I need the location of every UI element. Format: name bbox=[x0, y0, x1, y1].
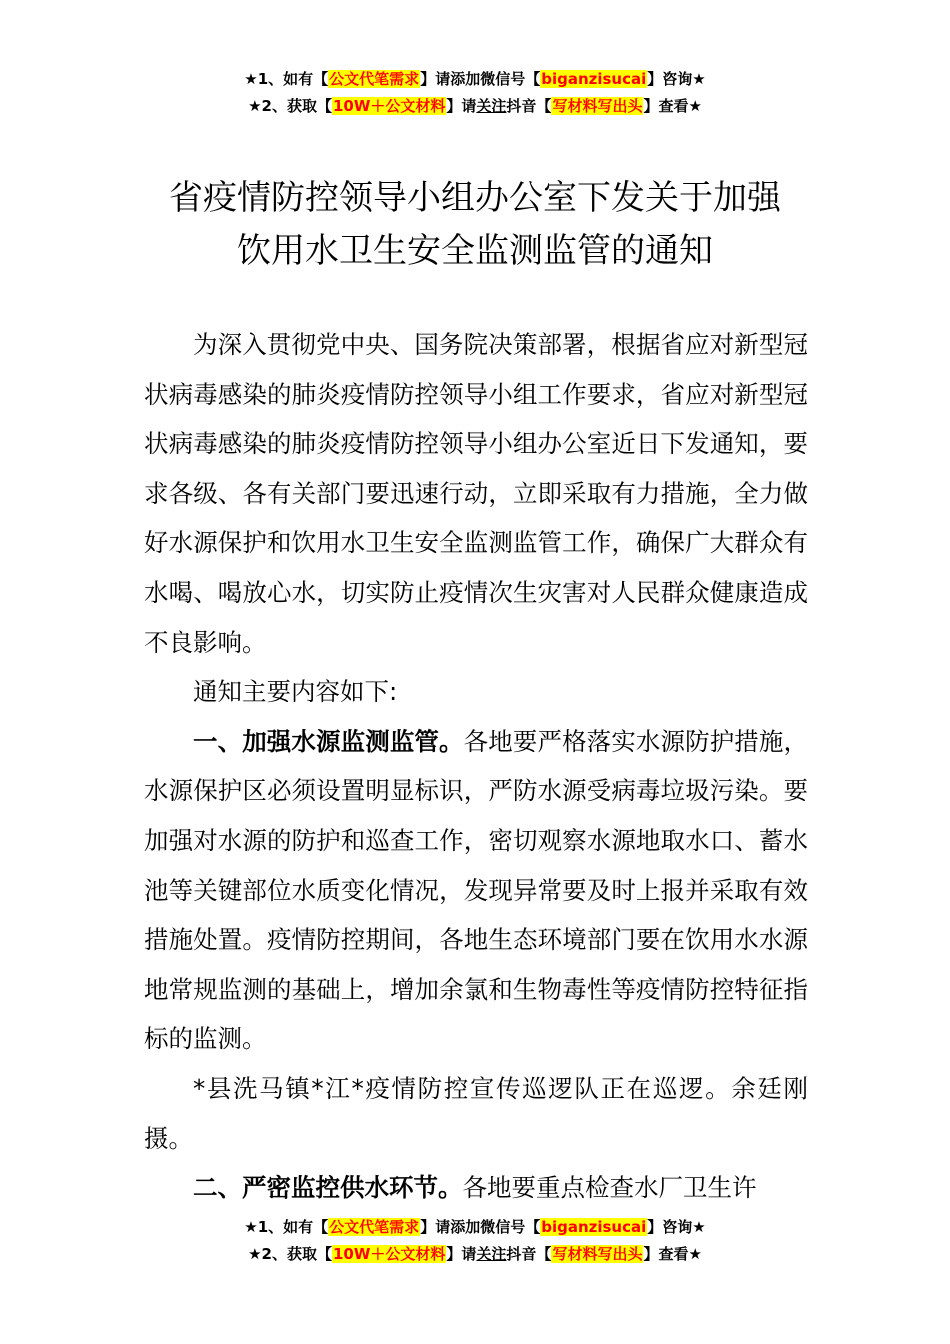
paragraph-section-2 bbox=[144, 1163, 808, 1213]
paragraph-section-1 bbox=[144, 717, 808, 1064]
section-1-heading: 一、加强水源监测监管。 bbox=[193, 726, 464, 756]
paragraph-photo-caption: *县洗马镇*江*疫情防控宣传巡逻队正在巡逻。余廷刚摄。 bbox=[144, 1073, 808, 1153]
highlight-materials: 10W＋公文材料 bbox=[332, 1245, 446, 1263]
banner-text: 】查看★ bbox=[643, 1245, 702, 1263]
highlight-wechat-id: biganzisucai bbox=[541, 70, 647, 88]
highlight-douyin-id: 写材料写出头 bbox=[552, 1245, 643, 1263]
banner-text: 】查看★ bbox=[643, 97, 702, 115]
banner-text: 】请 bbox=[446, 97, 477, 115]
highlight-douyin-id: 写材料写出头 bbox=[552, 97, 643, 115]
banner-text: ★2、获取【 bbox=[248, 97, 332, 115]
banner-text: 】咨询★ bbox=[647, 70, 706, 88]
section-1-body: 各地要严格落实水源防护措施，水源保护区必须设置明显标识，严防水源受病毒垃圾污染。要加强对水源的防护和巡查工作，密切观察水源地取水口、蓄水池等关键部位水质变化情况，发现异常要及时上报并采取有效措施处置。疫情防控期间，各地生态环境部门要在饮用水水源地常规监测的基础上，增加余氯和生物毒性等疫情防控特征指标的监测。 bbox=[144, 726, 809, 1054]
banner-text: 】咨询★ bbox=[647, 1218, 706, 1236]
banner-text: 】请添加微信号【 bbox=[420, 70, 541, 88]
document-body bbox=[144, 320, 808, 1213]
header-banner bbox=[0, 66, 950, 120]
banner-text: ★2、获取【 bbox=[248, 1245, 332, 1263]
section-2-body: 各地要重点检查水厂卫生许 bbox=[462, 1173, 757, 1203]
footer-banner-line-1 bbox=[0, 1214, 950, 1241]
banner-underlined-text: 关注 bbox=[476, 1245, 507, 1263]
highlight-service: 公文代笔需求 bbox=[329, 70, 420, 88]
banner-line-1 bbox=[0, 66, 950, 93]
paragraph-intro: 为深入贯彻党中央、国务院决策部署，根据省应对新型冠状病毒感染的肺炎疫情防控领导小组工作要求，省应对新型冠状病毒感染的肺炎疫情防控领导小组办公室近日下发通知，要求各级、各有关部门要迅速行动，立即采取有力措施，全力做好水源保护和饮用水卫生安全监测监管工作，确保广大群众有水喝、喝放心水，切实防止疫情次生灾害对人民群众健康造成不良影响。 bbox=[144, 330, 808, 657]
highlight-materials: 10W＋公文材料 bbox=[332, 97, 446, 115]
highlight-wechat-id: biganzisucai bbox=[541, 1218, 647, 1236]
banner-text: ★1、如有【 bbox=[244, 1218, 329, 1236]
banner-text: 抖音【 bbox=[506, 1245, 552, 1263]
document-title bbox=[0, 172, 950, 278]
banner-text: 抖音【 bbox=[506, 97, 552, 115]
title-line-2: 饮用水卫生安全监测监管的通知 bbox=[237, 231, 713, 271]
banner-line-2 bbox=[0, 93, 950, 120]
banner-text: ★1、如有【 bbox=[244, 70, 329, 88]
section-2-heading: 二、严密监控供水环节。 bbox=[193, 1173, 463, 1203]
footer-banner-line-2 bbox=[0, 1241, 950, 1268]
banner-underlined-text: 关注 bbox=[476, 97, 507, 115]
banner-text: 】请添加微信号【 bbox=[420, 1218, 541, 1236]
paragraph-notice-lead: 通知主要内容如下: bbox=[193, 677, 398, 707]
highlight-service: 公文代笔需求 bbox=[329, 1218, 420, 1236]
banner-text: 】请 bbox=[446, 1245, 477, 1263]
title-line-1: 省疫情防控领导小组办公室下发关于加强 bbox=[169, 178, 781, 218]
footer-banner bbox=[0, 1214, 950, 1268]
